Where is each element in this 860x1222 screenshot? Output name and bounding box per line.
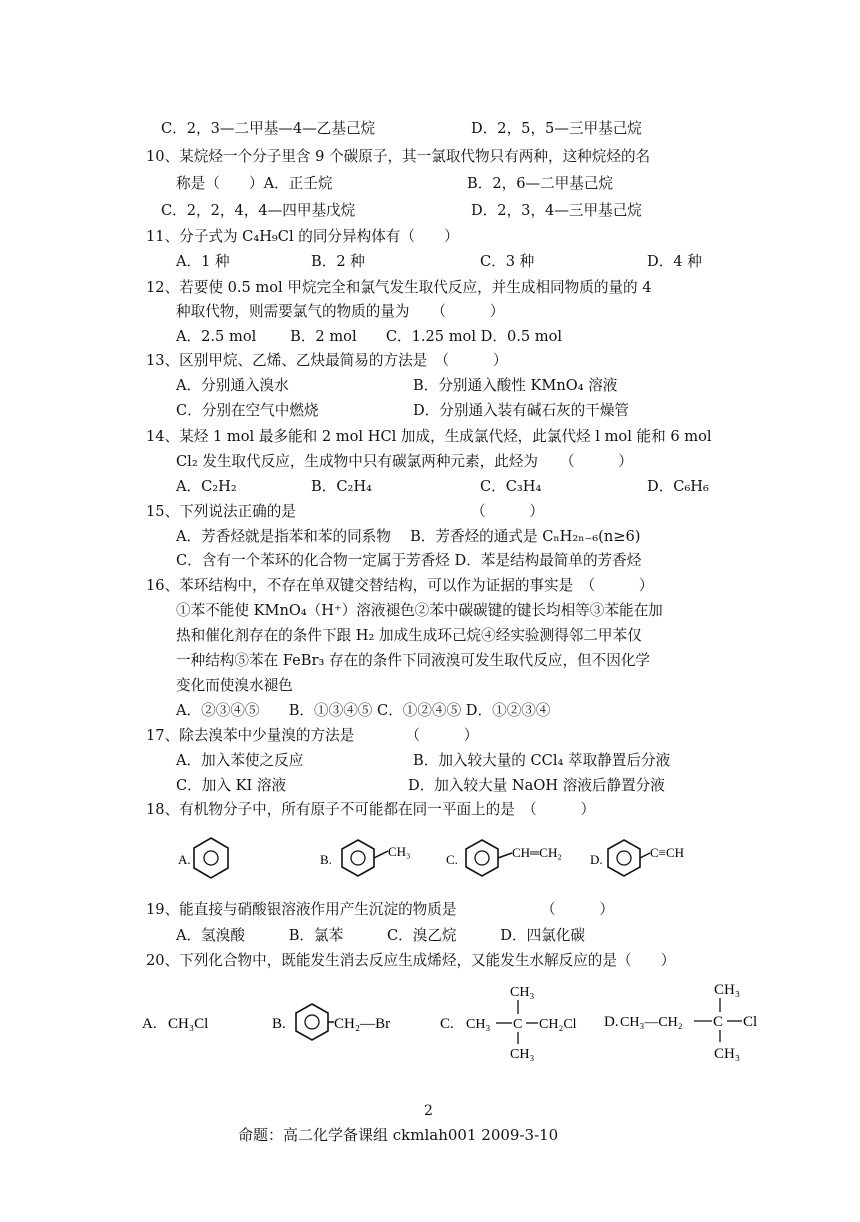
q20-structure-a [142, 1000, 252, 1040]
q17-stem: 17、除去溴苯中少量溴的方法是 （ ） [146, 727, 479, 744]
q9-option-d: D．2，5，5—三甲基己烷 [471, 120, 642, 137]
q14-option-b: B．C₂H₄ [311, 478, 372, 495]
q15-options-cd: C．含有一个苯环的化合物一定属于芳香烃 D．苯是结构最简单的芳香烃 [176, 552, 642, 569]
q18-structure-b [320, 830, 440, 888]
q20-c-left: CH₃ [466, 1017, 491, 1032]
q10-stem: 10、某烷烃一个分子里含 9 个碳原子，其一氯取代物只有两种，这种烷烃的名 [146, 148, 651, 165]
q20-structure-d [604, 978, 774, 1064]
q14-option-c: C．C₃H₄ [480, 478, 542, 495]
q12-options: A．2.5 mol B．2 mol C．1.25 mol D．0.5 mol [176, 328, 563, 345]
q20-c-top: CH₃ [510, 985, 535, 1000]
q16-line5: 变化而使溴水褪色 [176, 677, 293, 694]
q11-option-a: A．1 种 [176, 253, 230, 270]
q10-option-c: C．2，2，4，4—四甲基戊烷 [161, 202, 356, 219]
q10-line2-option-a: 称是（ ）A．正壬烷 [176, 175, 333, 192]
q13-stem: 13、区别甲烷、乙烯、乙炔最简易的方法是 （ ） [146, 352, 508, 369]
q16-line2: ①苯不能使 KMnO₄（H⁺）溶液褪色②苯中碳碳键的键长均相等③苯能在加 [176, 602, 663, 619]
q18-c-label: C. [446, 852, 458, 867]
q15-stem: 15、下列说法正确的是 [146, 503, 296, 520]
q16-stem: 16、苯环结构中，不存在单双键交替结构，可以作为证据的事实是 （ ） [146, 577, 654, 594]
q10-option-b: B．2，6—二甲基己烷 [467, 175, 614, 192]
q20-d-bottom: CH₃ [714, 1046, 741, 1062]
q14-option-d: D．C₆H₆ [647, 478, 709, 495]
q18-b-label: B. [320, 852, 332, 867]
q19-paren: （ ） [541, 901, 614, 918]
q12-stem: 12、若要使 0.5 mol 甲烷完全和氯气发生取代反应，并生成相同物质的量的 4 [146, 279, 652, 296]
q11-option-d: D．4 种 [647, 253, 702, 270]
q20-c-label: C. [440, 1016, 454, 1032]
q11-option-b: B．2 种 [311, 253, 365, 270]
q17-option-a: A．加入苯使之反应 [176, 752, 304, 769]
q20-d-label: D. [604, 1014, 619, 1030]
q20-structure-c [440, 980, 600, 1062]
q20-d-left: CH₃—CH₂ [620, 1015, 683, 1030]
q15-paren: （ ） [471, 503, 544, 520]
q18-d-label: D. [590, 852, 603, 867]
page-number: 2 [424, 1103, 433, 1119]
q18-stem: 18、有机物分子中，所有原子不可能都在同一平面上的是 （ ） [146, 801, 596, 818]
q20-structure-b [272, 1000, 412, 1044]
q17-option-b: B．加入较大量的 CCl₄ 萃取静置后分液 [413, 752, 671, 769]
q20-c-bottom: CH₃ [510, 1047, 535, 1062]
q16-line4: 一种结构⑤苯在 FeBr₃ 存在的条件下同液溴可发生取代反应，但不因化学 [176, 652, 651, 669]
q13-option-a: A．分别通入溴水 [176, 377, 289, 394]
q14-stem-line2: Cl₂ 发生取代反应，生成物中只有碳氯两种元素，此烃为 （ ） [176, 453, 633, 470]
q19-options: A．氢溴酸 B．氯苯 C．溴乙烷 D．四氯化碳 [176, 927, 585, 944]
q12-stem-line2: 种取代物，则需要氯气的物质的量为 （ ） [176, 303, 505, 320]
q18-d-group: C≡CH [650, 845, 685, 860]
q18-structure-c [446, 830, 586, 888]
q14-option-a: A．C₂H₂ [176, 478, 237, 495]
q17-option-d: D．加入较大量 NaOH 溶液后静置分液 [408, 777, 665, 794]
q20-c-right: CH₂Cl [539, 1017, 577, 1032]
q20-d-right: Cl [743, 1014, 758, 1030]
q17-option-c: C．加入 KI 溶液 [176, 777, 287, 794]
q15-options-ab: A．芳香烃就是指苯和苯的同系物 B．芳香烃的通式是 CₙH₂ₙ₋₆(n≥6) [176, 528, 641, 545]
q16-line3: 热和催化剂存在的条件下跟 H₂ 加成生成环己烷④经实验测得邻二甲苯仅 [176, 627, 642, 644]
page-footer: 命题：高二化学备课组 ckmlah001 2009-3-10 [238, 1126, 559, 1144]
q18-b-group: CH₃ [388, 844, 411, 859]
q11-stem: 11、分子式为 C₄H₉Cl 的同分异构体有（ ） [146, 228, 459, 245]
q18-structure-a [178, 830, 248, 888]
q20-stem: 20、下列化合物中，既能发生消去反应生成烯烃，又能发生水解反应的是（ ） [146, 952, 676, 969]
q18-a-label: A. [178, 852, 191, 867]
q20-a-formula: CH₃Cl [168, 1016, 209, 1032]
q19-stem: 19、能直接与硝酸银溶液作用产生沉淀的物质是 [146, 901, 457, 918]
q20-b-label: B. [272, 1016, 286, 1032]
q20-d-top: CH₃ [714, 982, 741, 998]
q20-c-center: C [513, 1017, 523, 1032]
q13-option-c: C．分别在空气中燃烧 [176, 402, 319, 419]
q10-option-d: D．2，3，4—三甲基己烷 [471, 202, 642, 219]
q9-option-c: C．2，3—二甲基—4—乙基己烷 [161, 120, 376, 137]
q20-d-center: C [713, 1014, 724, 1030]
q14-stem: 14、某烃 1 mol 最多能和 2 mol HCl 加成，生成氯代烃，此氯代烃 l mol 能和 6 mol [146, 428, 712, 445]
q18-structure-d [590, 830, 710, 888]
q20-b-group: CH₂—Br [334, 1016, 391, 1032]
q11-option-c: C．3 种 [480, 253, 535, 270]
q18-c-group: CH═CH₂ [512, 845, 562, 860]
q13-option-b: B．分别通入酸性 KMnO₄ 溶液 [413, 377, 618, 394]
q16-options: A．②③④⑤ B．①③④⑤ C．①②④⑤ D．①②③④ [176, 702, 551, 719]
q13-option-d: D．分别通入装有碱石灰的干燥管 [413, 402, 630, 419]
q20-a-label: A. [142, 1016, 157, 1032]
